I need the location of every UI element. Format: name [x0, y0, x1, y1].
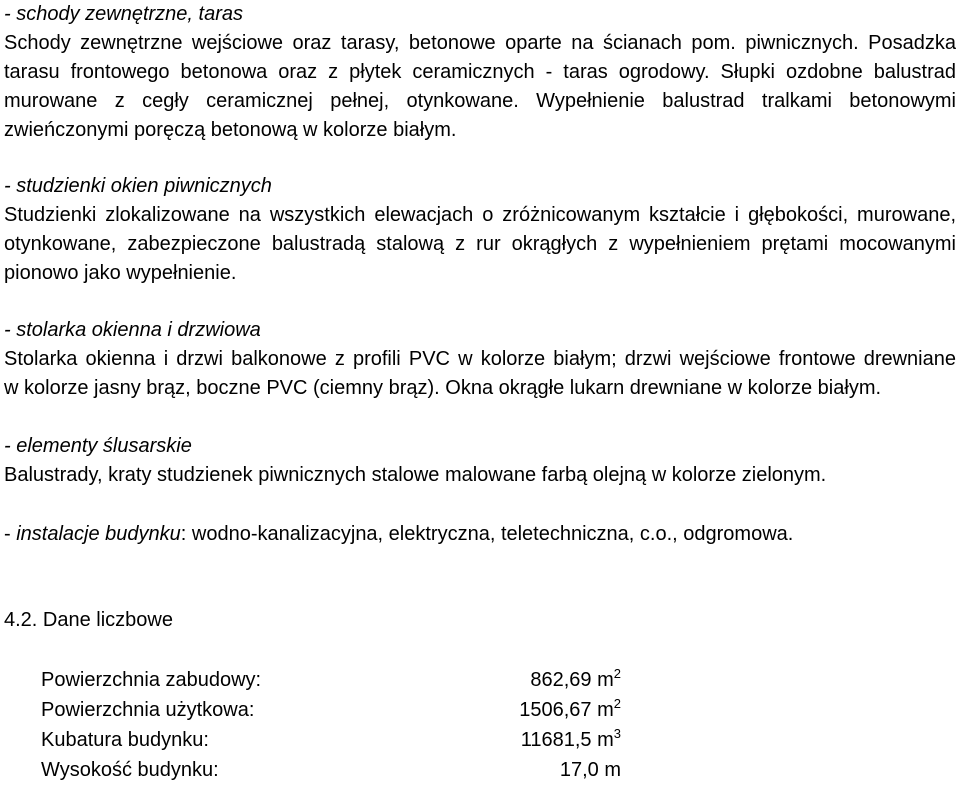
section-heading: - schody zewnętrzne, taras	[4, 3, 243, 25]
section-heading: - elementy ślusarskie	[4, 435, 192, 457]
stat-row	[41, 695, 621, 725]
section-instalacje	[4, 520, 956, 549]
paragraph-line: Schody zewnętrzne wejściowe oraz tarasy, betonowe oparte na ścianach pom. piwnicznych. Posadzka	[4, 32, 956, 54]
paragraph-line: otynkowane, zabezpieczone balustradą stalową z rur okrągłych z wypełnieniem prętami mocowanymi	[4, 233, 956, 255]
paragraph-line: w kolorze jasny brąz, boczne PVC (ciemny brąz). Okna okrągłe lukarn drewniane w kolorze białym.	[4, 377, 882, 399]
stat-value: 862,69 $m^2$	[530, 666, 621, 691]
stat-unit-exponent: 3	[613, 726, 621, 741]
stat-label: Kubatura budynku:	[41, 729, 209, 751]
section-heading: - studzienki okien piwnicznych	[4, 175, 272, 197]
section-studzienki	[4, 172, 956, 288]
stat-row	[41, 755, 621, 785]
instalacje-dash: -	[4, 523, 17, 545]
instalacje-line	[4, 520, 956, 549]
stat-value: 1506,67 $m^2$	[519, 696, 621, 721]
dane-liczbowe-table	[41, 665, 621, 785]
paragraph-line: tarasu frontowego betonowa oraz z płytek ceramicznych - taras ogrodowy. Słupki ozdobne balustrad	[4, 61, 956, 83]
paragraph-line: zwieńczonymi poręczą betonową w kolorze białym.	[4, 119, 457, 141]
dane-liczbowe-heading: 4.2. Dane liczbowe	[4, 609, 173, 631]
stat-unit-exponent: 2	[613, 666, 621, 681]
stat-label: Powierzchnia użytkowa:	[41, 699, 255, 721]
paragraph-line: pionowo jako wypełnienie.	[4, 262, 237, 284]
stat-row	[41, 665, 621, 695]
instalacje-label: instalacje budynku	[16, 523, 181, 545]
section-slusarskie	[4, 432, 956, 490]
section-heading: - stolarka okienna i drzwiowa	[4, 319, 261, 341]
stat-row	[41, 725, 621, 755]
paragraph-line: Studzienki zlokalizowane na wszystkich elewacjach o zróżnicowanym kształcie i głębokości, murowane,	[4, 204, 956, 226]
stat-value: 17,0 m	[559, 759, 621, 781]
section-schody	[4, 0, 956, 145]
paragraph-line: murowane z cegły ceramicznej pełnej, otynkowane. Wypełnienie balustrad tralkami betonowymi	[4, 90, 956, 112]
paragraph-line: Balustrady, kraty studzienek piwnicznych stalowe malowane farbą olejną w kolorze zielonym.	[4, 464, 827, 486]
stat-value: 11681,5 $m^3$	[520, 726, 621, 751]
paragraph-line: Stolarka okienna i drzwi balkonowe z profili PVC w kolorze białym; drzwi wejściowe frontowe drewniane	[4, 348, 956, 370]
stat-label: Wysokość budynku:	[41, 759, 219, 781]
instalacje-text: : wodno-kanalizacyjna, elektryczna, teletechniczna, c.o., odgromowa.	[180, 523, 794, 545]
stat-label: Powierzchnia zabudowy:	[41, 669, 262, 691]
stat-unit-exponent: 2	[613, 696, 621, 711]
section-stolarka	[4, 316, 956, 403]
